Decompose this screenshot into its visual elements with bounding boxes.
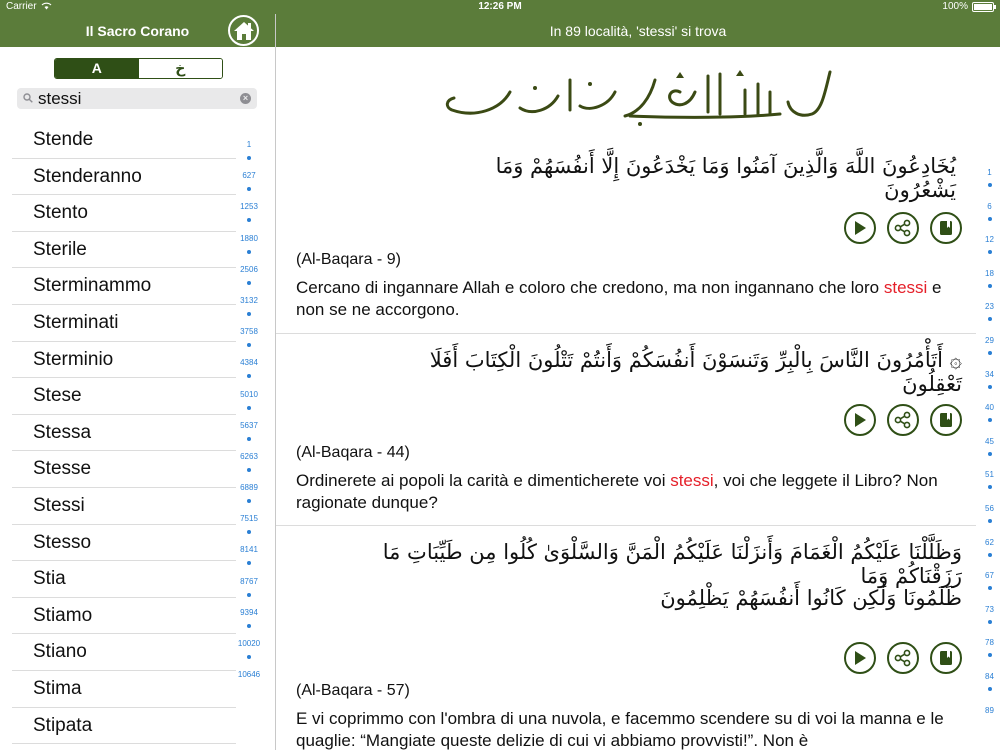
list-item[interactable]: Sterminio [12,342,236,379]
bookmark-icon [939,650,953,666]
verse-actions [844,642,962,674]
index-entry[interactable] [979,302,1000,336]
index-dot [247,187,251,191]
index-number: 34 [985,369,994,379]
index-entry[interactable] [235,483,263,514]
index-entry[interactable] [235,234,263,265]
list-item[interactable]: Sterile [12,232,236,269]
index-dot [247,561,251,565]
list-item[interactable]: Stese [12,378,236,415]
home-icon [233,21,255,41]
segment-latin[interactable]: A [55,59,139,78]
carrier-text: Carrier [6,1,37,12]
language-segmented-control[interactable] [54,58,223,79]
index-number: 67 [985,571,994,581]
status-time: 12:26 PM [478,1,522,12]
results-section-index[interactable] [979,168,1000,739]
index-number: 8141 [240,545,258,555]
list-item[interactable]: Stesso [12,525,236,562]
index-dot [247,218,251,222]
left-nav-bar [0,14,275,47]
search-icon [23,93,33,103]
word-section-index[interactable] [235,140,263,701]
index-entry[interactable] [235,452,263,483]
index-number: 6 [987,201,992,211]
index-entry[interactable] [235,514,263,545]
verse-actions [844,212,962,244]
highlighted-term: stessi [883,278,928,297]
index-entry[interactable] [235,639,263,670]
index-dot [988,452,992,456]
index-number: 56 [985,503,994,513]
index-dot [988,620,992,624]
index-entry[interactable] [235,421,263,452]
verse-translation [296,708,964,750]
index-dot [247,530,251,534]
results-nav-bar [276,14,1000,47]
results-title: In 89 località, 'stessi' si trova [549,23,727,39]
play-button[interactable] [844,642,876,674]
play-button[interactable] [844,404,876,436]
index-entry[interactable] [235,140,263,171]
index-number: 10020 [237,639,261,648]
index-entry[interactable] [979,605,1000,639]
list-item[interactable]: Stessi [12,488,236,525]
verse-arabic: يُخَادِعُونَ اللَّهَ وَالَّذِينَ آمَنُوا وَمَا يَخْدَعُونَ إِلَّا أَنفُسَهُمْ وَمَا يَشْعُرُونَ [495,154,956,202]
play-button[interactable] [844,212,876,244]
index-dot [247,250,251,254]
verse-arabic-line2: ظَلَمُونَا وَلَٰكِن كَانُوا أَنفُسَهُمْ يَظْلِمُونَ [660,586,962,610]
battery-fill [974,4,992,10]
index-number: 3758 [240,327,258,337]
index-dot [247,468,251,472]
list-item[interactable]: Stenderanno [12,159,236,196]
verse-arabic: ۞ أَتَأْمُرُونَ النَّاسَ بِالْبِرِّ وَتَنسَوْنَ أَنفُسَكُمْ وَأَنتُمْ تَتْلُونَ الْكِتَابَ أَفَلَا تَعْقِلُونَ [429,348,962,396]
index-dot [247,343,251,347]
battery-status [942,1,994,12]
translation-text: Ordinerete ai popoli la carità e dimenticherete voi [296,471,671,490]
share-button[interactable] [887,212,919,244]
index-dot [988,485,992,489]
index-entry[interactable] [979,269,1000,303]
share-icon [894,219,912,237]
verse-translation [296,470,964,514]
list-item[interactable]: Stima [12,671,236,708]
index-number: 6889 [240,483,258,493]
index-dot [247,281,251,285]
play-icon [853,412,867,428]
verse-reference: (Al-Baqara - 9) [296,251,401,268]
index-number: 3132 [240,295,258,305]
index-dot [247,437,251,441]
index-entry[interactable] [979,672,1000,706]
index-entry[interactable] [979,504,1000,538]
index-number: 10646 [237,670,261,680]
index-dot [247,374,251,378]
bookmark-button[interactable] [930,212,962,244]
translation-text: e non se ne accorgono. [296,278,942,319]
index-entry[interactable] [235,171,263,202]
bismillah-calligraphy [440,62,835,132]
index-dot [988,586,992,590]
index-entry[interactable] [235,327,263,358]
index-number: 5637 [240,420,258,430]
index-entry[interactable] [979,235,1000,269]
index-dot [247,499,251,503]
index-number: 2506 [240,264,258,274]
translation-text: Cercano di ingannare Allah e coloro che credono, ma non ingannano che loro [296,278,884,297]
index-dot [247,593,251,597]
index-number: 6263 [240,451,258,461]
index-dot [988,284,992,288]
index-number: 40 [985,403,994,413]
bookmark-icon [939,412,953,428]
translation-text: , voi che leggete il Libro? Non ragionate dunque? [296,471,938,512]
verse-actions [844,404,962,436]
index-dot [988,317,992,321]
battery-icon [972,2,994,12]
index-number: 8767 [240,576,258,586]
index-number: 7515 [240,514,258,524]
index-number: 5010 [240,389,258,399]
status-bar [0,0,1000,14]
index-entry[interactable] [979,470,1000,504]
list-item[interactable]: Stende [12,122,236,159]
index-entry[interactable] [979,638,1000,672]
verse-result [276,526,976,750]
index-entry[interactable] [979,168,1000,202]
index-entry[interactable] [235,608,263,639]
index-number: 1253 [240,202,258,212]
index-entry[interactable] [235,296,263,327]
index-dot [988,418,992,422]
index-dot [988,250,992,254]
index-entry[interactable] [235,390,263,421]
index-number: 73 [985,604,994,614]
index-dot [988,385,992,389]
index-number: 9394 [240,607,258,617]
search-bar[interactable] [17,88,257,109]
word-list [12,122,236,744]
list-item[interactable]: Stia [12,561,236,598]
index-dot [247,624,251,628]
index-number: 23 [985,302,994,312]
bookmark-button[interactable] [930,642,962,674]
highlighted-term: stessi [670,471,714,490]
list-item[interactable]: Stiano [12,634,236,671]
index-entry[interactable] [235,545,263,576]
battery-percent: 100% [942,1,968,12]
list-item[interactable]: Sterminammo [12,268,236,305]
list-item[interactable]: Stesse [12,451,236,488]
share-icon [894,411,912,429]
bookmark-icon [939,220,953,236]
index-dot [247,156,251,160]
index-dot [988,519,992,523]
index-entry[interactable] [979,403,1000,437]
index-dot [988,687,992,691]
index-number: 18 [985,268,994,278]
verse-reference: (Al-Baqara - 44) [296,444,410,461]
list-item[interactable]: Stento [12,195,236,232]
index-entry[interactable] [979,571,1000,605]
verse-reference: (Al-Baqara - 57) [296,682,410,699]
play-icon [853,650,867,666]
index-dot [247,406,251,410]
index-entry[interactable] [235,358,263,389]
index-entry[interactable] [979,370,1000,404]
index-dot [988,183,992,187]
search-input[interactable]: stessi [38,89,82,108]
index-number: 12 [985,235,994,245]
index-entry[interactable] [979,336,1000,370]
index-entry[interactable] [979,202,1000,236]
index-number: 45 [985,436,994,446]
segment-arabic[interactable]: خ [139,59,223,78]
index-dot [988,351,992,355]
bookmark-button[interactable] [930,404,962,436]
index-number: 29 [985,335,994,345]
verse-result [276,140,976,334]
app-title: Il Sacro Corano [85,23,190,39]
index-number: 84 [985,671,994,681]
verse-translation [296,277,964,321]
play-icon [853,220,867,236]
index-number: 62 [985,537,994,547]
index-number: 1880 [240,233,258,243]
list-item[interactable]: Stessa [12,415,236,452]
index-number: 78 [985,638,994,648]
share-button[interactable] [887,642,919,674]
verse-arabic: وَظَلَّلْنَا عَلَيْكُمُ الْغَمَامَ وَأَنزَلْنَا عَلَيْكُمُ الْمَنَّ وَالسَّلْوَىٰ كُلُوا مِن طَيِّبَاتِ مَا رَزَقْنَاكُمْ وَمَا [382,540,962,588]
index-entry[interactable] [235,265,263,296]
index-entry[interactable] [235,577,263,608]
index-dot [988,217,992,221]
translation-text: E vi coprimmo con l'ombra di una nuvola, e facemmo scendere su di voi la manna e le quaglie: “Mangiate queste delizie di cui vi abbiamo provvisti!”. Non è [296,709,944,750]
index-number: 627 [242,171,256,181]
clear-icon[interactable]: × [240,93,251,104]
list-item[interactable]: Sterminati [12,305,236,342]
index-entry[interactable] [979,706,1000,740]
list-item[interactable]: Stiamo [12,598,236,635]
index-entry[interactable] [979,437,1000,471]
home-button[interactable] [228,15,259,46]
index-number: 1 [246,140,252,149]
share-button[interactable] [887,404,919,436]
index-dot [988,653,992,657]
share-icon [894,649,912,667]
index-number: 1 [987,168,992,177]
index-dot [988,553,992,557]
index-entry[interactable] [979,538,1000,572]
list-item[interactable]: Stipata [12,708,236,745]
index-entry[interactable] [235,670,263,701]
index-number: 4384 [240,358,258,368]
index-number: 51 [985,470,994,480]
verse-result [276,334,976,526]
index-number: 89 [985,705,994,715]
index-entry[interactable] [235,202,263,233]
index-dot [247,312,251,316]
index-dot [247,655,251,659]
